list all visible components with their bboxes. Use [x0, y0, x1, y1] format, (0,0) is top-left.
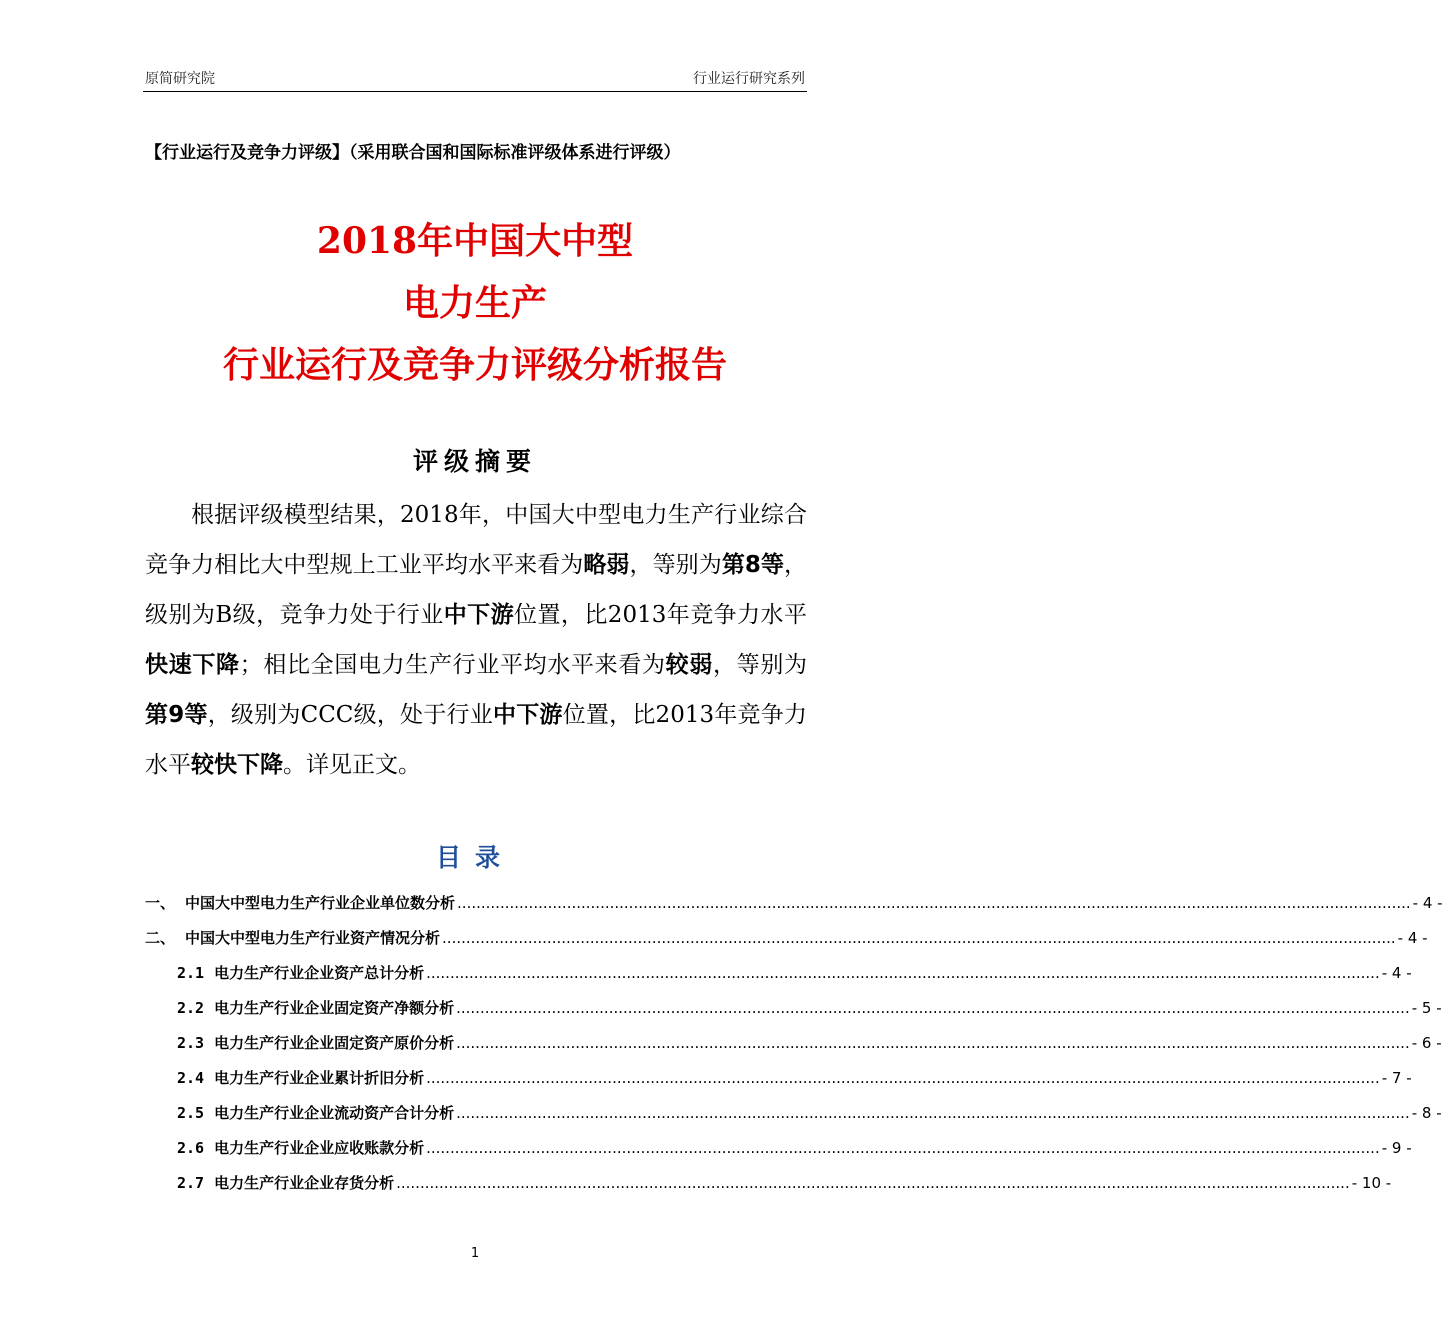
summary-paragraph — [145, 490, 807, 790]
toc-entry[interactable] — [145, 1098, 1442, 1133]
summary-text: 根据评级模型结果，2018年，中国大中型电力生产行业综合竞争力相比大中型规上工业平均水平来看为 — [145, 502, 807, 578]
summary-emphasis: 略弱 — [583, 552, 630, 578]
toc-entry-number: 2.6 — [177, 1139, 205, 1157]
toc-entry[interactable] — [145, 1063, 1412, 1098]
toc-entry-number: 2.3 — [177, 1034, 205, 1052]
summary-text: 位置，比2013年竞争力水平 — [145, 702, 807, 778]
toc-entry[interactable] — [145, 888, 1443, 923]
summary-text: 。详见正文。 — [283, 752, 421, 778]
summary-text: ，等别为 — [629, 552, 722, 578]
toc-entry-page: - 8 - — [1411, 1104, 1442, 1122]
toc-entry-label: 电力生产行业企业固定资产净额分析 — [214, 999, 455, 1017]
toc-entry-number: 2.4 — [177, 1069, 205, 1087]
toc-entry[interactable] — [145, 1168, 1392, 1203]
report-title — [0, 210, 950, 396]
toc-leader-dots: ........................................................................................................................................................................................................ — [457, 894, 1411, 912]
table-of-contents — [145, 888, 1443, 1203]
toc-entry[interactable] — [145, 1028, 1442, 1063]
title-line-1: 2018年中国大中型 — [316, 220, 634, 262]
toc-entry-page: - 7 - — [1381, 1069, 1412, 1087]
toc-entry-number: 2.7 — [177, 1174, 205, 1192]
toc-entry[interactable] — [145, 1133, 1412, 1168]
toc-leader-dots: ........................................................................................................................................................................................................ — [456, 1104, 1410, 1122]
toc-entry-number: 2.1 — [177, 964, 205, 982]
header-left: 原简研究院 — [145, 71, 215, 87]
toc-entry-number: 2.2 — [177, 999, 205, 1017]
summary-emphasis: 较快下降 — [191, 752, 283, 778]
summary-text: 位置，比2013年竞争力水平 — [514, 602, 808, 628]
toc-entry[interactable] — [145, 923, 1428, 958]
toc-leader-dots: ........................................................................................................................................................................................................ — [426, 1069, 1380, 1087]
toc-entry-page: - 4 - — [1412, 894, 1443, 912]
summary-emphasis: 较弱 — [665, 652, 714, 678]
summary-heading: 评级摘要 — [412, 447, 537, 476]
summary-text: ，等别为 — [713, 652, 808, 678]
toc-heading: 目录 — [435, 843, 514, 872]
summary-emphasis: 第9等 — [145, 702, 208, 728]
summary-emphasis: 中下游 — [443, 602, 515, 628]
toc-entry-label: 中国大中型电力生产行业资产情况分析 — [185, 929, 441, 947]
title-line-3: 行业运行及竞争力评级分析报告 — [222, 344, 727, 386]
toc-entry-label: 电力生产行业企业资产总计分析 — [214, 964, 425, 982]
toc-entry-page: - 9 - — [1381, 1139, 1412, 1157]
toc-leader-dots: ........................................................................................................................................................................................................ — [426, 1139, 1380, 1157]
toc-entry-label: 中国大中型电力生产行业企业单位数分析 — [185, 894, 456, 912]
toc-entry-page: - 5 - — [1411, 999, 1442, 1017]
toc-entry-label: 电力生产行业企业累计折旧分析 — [214, 1069, 425, 1087]
toc-leader-dots: ........................................................................................................................................................................................................ — [426, 964, 1380, 982]
toc-entry-label: 电力生产行业企业存货分析 — [214, 1174, 395, 1192]
toc-entry[interactable] — [145, 993, 1442, 1028]
summary-text: ，级别为B级，竞争力处于行业 — [145, 552, 808, 628]
toc-entry-number: 一、 — [145, 894, 176, 912]
toc-leader-dots: ........................................................................................................................................................................................................ — [396, 1174, 1350, 1192]
title-line-2: 电力生产 — [402, 282, 547, 324]
header-divider — [143, 91, 807, 92]
toc-entry[interactable] — [145, 958, 1412, 993]
toc-entry-number: 二、 — [145, 929, 176, 947]
toc-leader-dots: ........................................................................................................................................................................................................ — [442, 929, 1396, 947]
summary-text: ；相比全国电力生产行业平均水平来看为 — [239, 652, 666, 678]
toc-entry-page: - 6 - — [1411, 1034, 1442, 1052]
page-number: 1 — [470, 1246, 480, 1261]
toc-entry-page: - 10 - — [1351, 1174, 1392, 1192]
summary-emphasis: 快速下降 — [145, 652, 240, 678]
toc-entry-number: 2.5 — [177, 1104, 205, 1122]
summary-emphasis: 第8等 — [721, 552, 785, 578]
intro-line: 【行业运行及竞争力评级】（采用联合国和国际标准评级体系进行评级） — [145, 143, 681, 163]
summary-text: ，级别为CCC级，处于行业 — [207, 702, 493, 728]
toc-entry-label: 电力生产行业企业固定资产原价分析 — [214, 1034, 455, 1052]
toc-entry-page: - 4 - — [1381, 964, 1412, 982]
toc-leader-dots: ........................................................................................................................................................................................................ — [456, 1034, 1410, 1052]
toc-leader-dots: ........................................................................................................................................................................................................ — [456, 999, 1410, 1017]
toc-entry-label: 电力生产行业企业流动资产合计分析 — [214, 1104, 455, 1122]
toc-entry-label: 电力生产行业企业应收账款分析 — [214, 1139, 425, 1157]
summary-emphasis: 中下游 — [492, 702, 563, 728]
header-right: 行业运行研究系列 — [693, 71, 805, 87]
toc-entry-page: - 4 - — [1397, 929, 1428, 947]
